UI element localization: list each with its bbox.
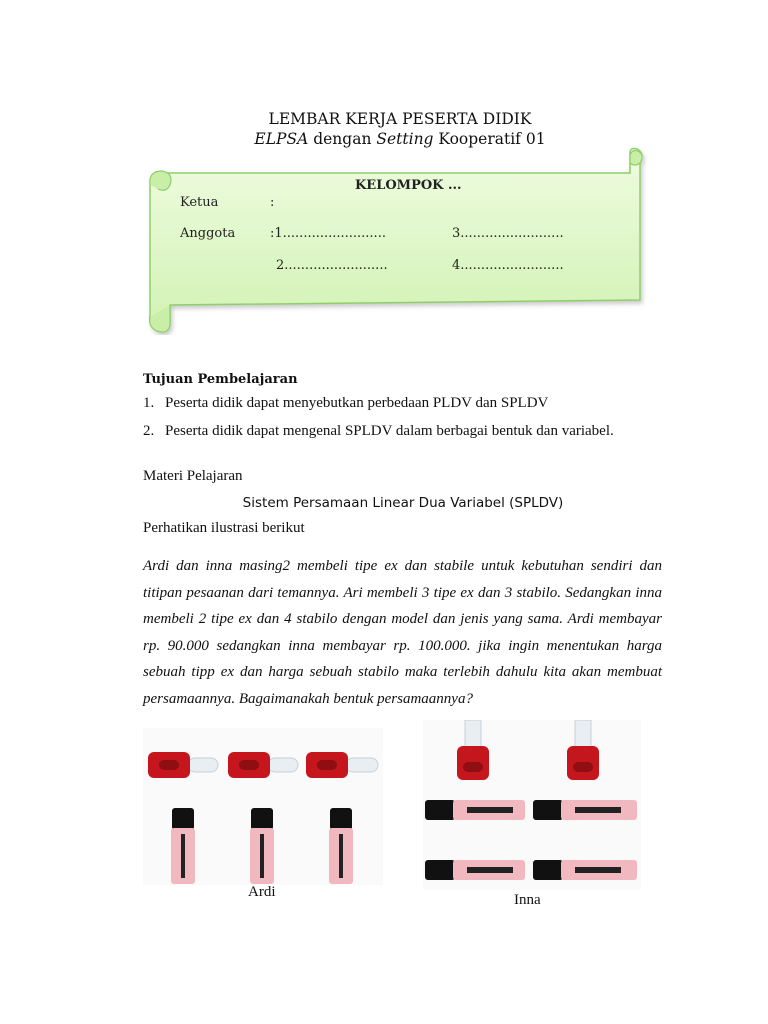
- ardi-items-photo: [143, 728, 383, 885]
- title-elpsa: ELPSA: [254, 130, 309, 148]
- objective-2-text: Peserta didik dapat mengenal SPLDV dalam berbagai bentuk dan variabel.: [165, 423, 614, 439]
- title-kooperatif: Kooperatif 01: [433, 130, 546, 148]
- stabilo-icon: [425, 800, 525, 820]
- tipex-icon: [306, 752, 378, 778]
- inna-caption: Inna: [514, 892, 541, 908]
- tipex-icon: [567, 720, 599, 780]
- title-setting: Setting: [376, 130, 434, 148]
- tipex-icon: [148, 752, 218, 778]
- worksheet-title: [0, 110, 768, 148]
- objectives-heading: Tujuan Pembelajaran: [143, 372, 298, 387]
- member-1-field[interactable]: :1.........................: [270, 226, 386, 241]
- material-topic: Sistem Persamaan Linear Dua Variabel (SPLDV): [242, 495, 564, 511]
- inna-items-drawing: [423, 720, 641, 890]
- objective-1-text: Peserta didik dapat menyebutkan perbedaan PLDV dan SPLDV: [165, 395, 549, 411]
- ardi-caption: Ardi: [248, 884, 276, 900]
- problem-story: Ardi dan inna masing2 membeli tipe ex dan stabile untuk kebutuhan sendiri dan titipan pesaanan dari temannya. Ari membeli 3 tipe ex dan 3 stabilo. Sedangkan inna membeli 2 tipe ex dan 4 stabilo dengan model dan jenis yang sama. Ardi membayar rp. 90.000 sedangkan inna membayar rp. 100.000. jika ingin menentukan harga sebuah tipp ex dan harga sebuah stabilo maka terlebih dahulu kita akan membuat persamaannya. Bagaimanakah bentuk persamaannya?: [143, 558, 662, 707]
- stabilo-icon: [329, 808, 353, 884]
- stabilo-icon: [171, 808, 195, 884]
- member-2-field[interactable]: 2.........................: [276, 258, 388, 273]
- stabilo-icon: [533, 800, 637, 820]
- leader-label: Ketua: [180, 195, 219, 210]
- member-4-field[interactable]: 4.........................: [452, 258, 564, 273]
- members-label: Anggota: [180, 226, 236, 241]
- objective-1-number: 1.: [143, 395, 155, 411]
- inna-items-photo: [423, 720, 641, 890]
- material-label: Materi Pelajaran: [143, 468, 243, 484]
- tipex-icon: [228, 752, 298, 778]
- stabilo-icon: [533, 860, 637, 880]
- stabilo-icon: [425, 860, 525, 880]
- title-line-1: LEMBAR KERJA PESERTA DIDIK: [268, 110, 532, 128]
- illustration-intro: Perhatikan ilustrasi berikut: [143, 520, 305, 536]
- title-dengan: dengan: [308, 130, 377, 148]
- ardi-items-drawing: [143, 728, 383, 885]
- objective-2-number: 2.: [143, 423, 155, 439]
- stabilo-icon: [250, 808, 274, 884]
- member-3-field[interactable]: 3.........................: [452, 226, 564, 241]
- group-title: KELOMPOK ...: [355, 178, 462, 193]
- leader-colon: :: [270, 195, 275, 210]
- tipex-icon: [457, 720, 489, 780]
